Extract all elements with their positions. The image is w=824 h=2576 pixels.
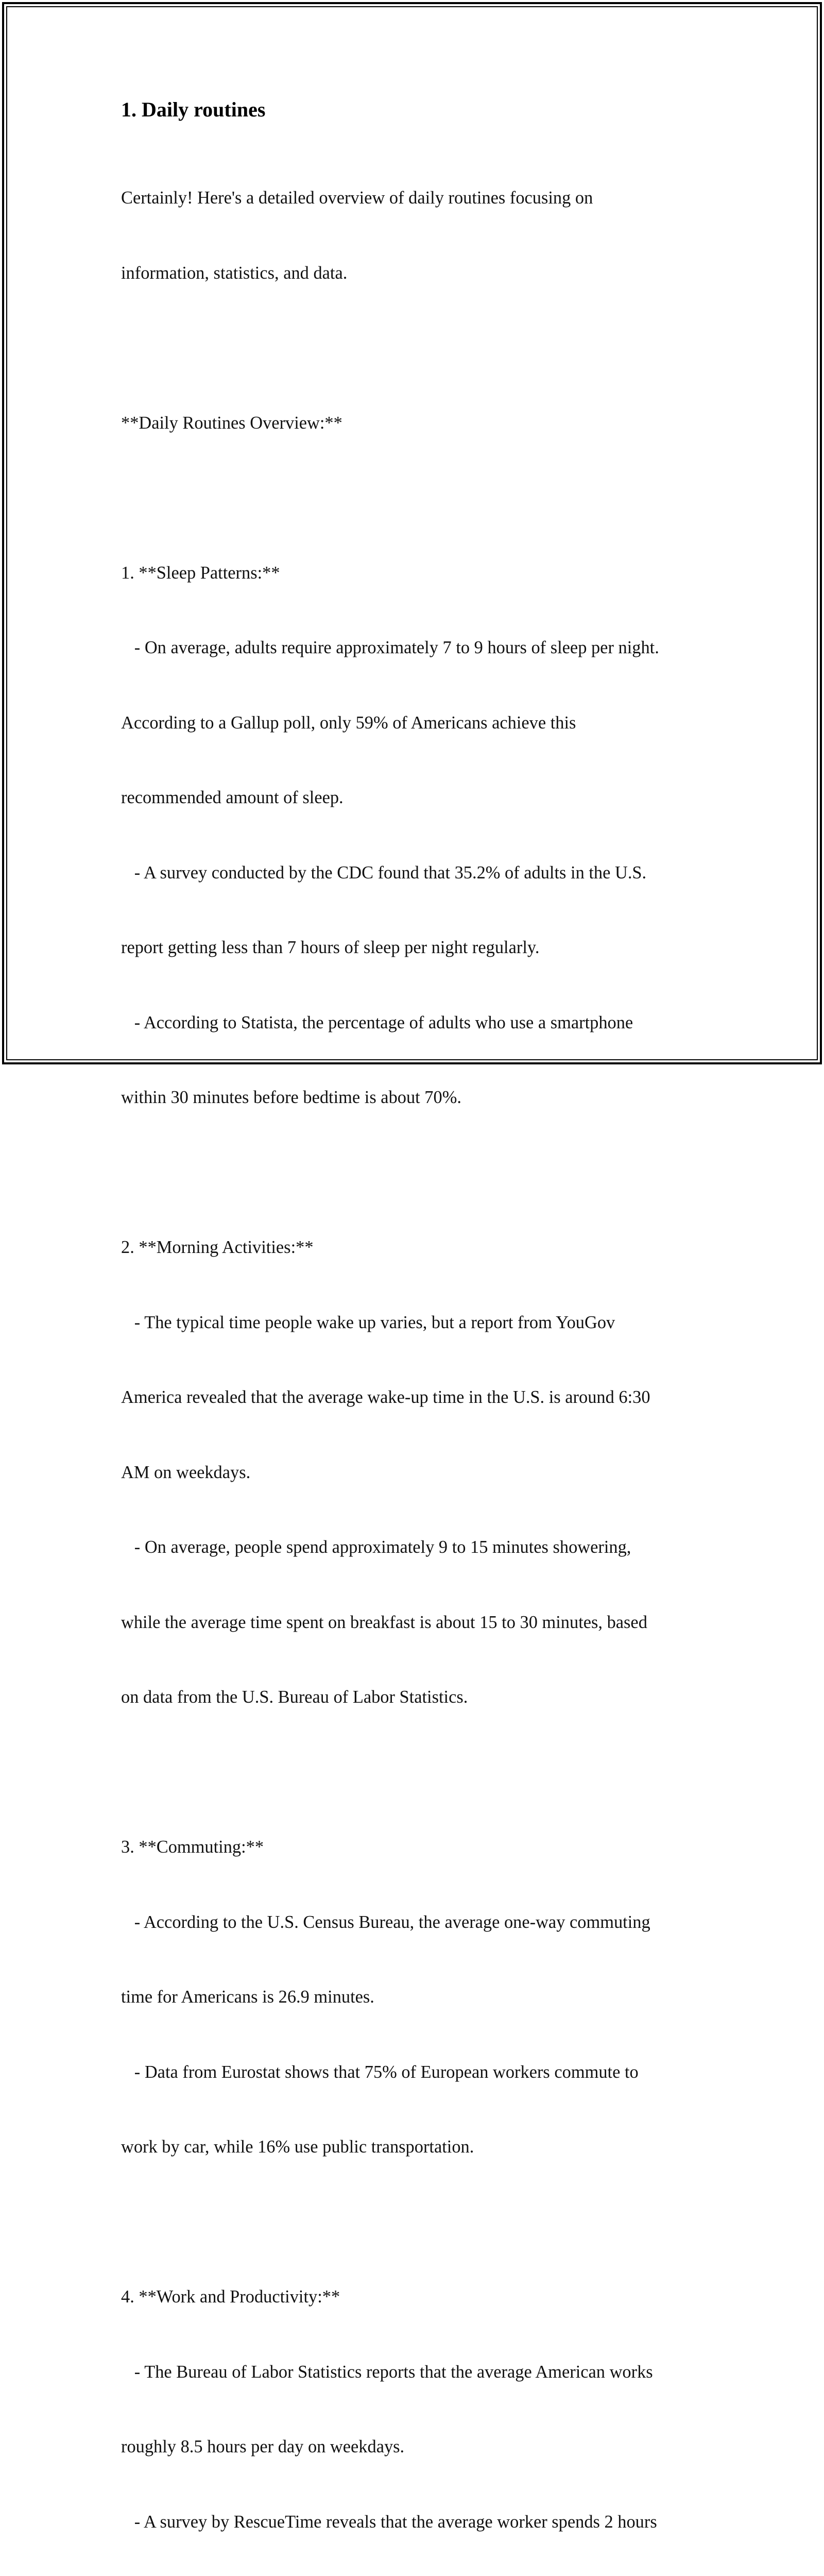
text-line: recommended amount of sleep. (121, 788, 344, 807)
text-line (121, 485, 708, 511)
text-line: time for Americans is 26.9 minutes. (121, 1987, 374, 2007)
text-line: - On average, adults require approximately 7 to 9 hours of sleep per night. (121, 638, 659, 657)
text-line: AM on weekdays. (121, 1462, 251, 1482)
text-line: 4. **Work and Productivity:** (121, 2287, 340, 2307)
text-line (121, 2210, 708, 2235)
text-line: while the average time spent on breakfast is about 15 to 30 minutes, based (121, 1612, 647, 1632)
text-line: roughly 8.5 hours per day on weekdays. (121, 2437, 405, 2456)
text-line: America revealed that the average wake-up time in the U.S. is around 6:30 (121, 1387, 650, 1407)
text-line: **Daily Routines Overview:** (121, 413, 342, 433)
text-line: work by car, while 16% use public transportation. (121, 2137, 474, 2157)
text-line: - A survey by RescueTime reveals that the average worker spends 2 hours (121, 2512, 657, 2532)
text-line: - The Bureau of Labor Statistics reports that the average American works (121, 2362, 653, 2382)
text-line: 2. **Morning Activities:** (121, 1238, 314, 1257)
text-line (121, 1160, 708, 1185)
text-line (121, 335, 708, 361)
text-line: within 30 minutes before bedtime is about 70%. (121, 1088, 461, 1107)
text-line: According to a Gallup poll, only 59% of Americans achieve this (121, 713, 576, 733)
text-line: - According to Statista, the percentage of adults who use a smartphone (121, 1012, 633, 1032)
text-line: - According to the U.S. Census Bureau, the average one-way commuting (121, 1912, 650, 1932)
text-line: 1. **Sleep Patterns:** (121, 563, 280, 583)
text-line (121, 1760, 708, 1785)
text-line: information, statistics, and data. (121, 263, 348, 283)
document-content (121, 97, 708, 2576)
document-body (121, 135, 708, 2576)
text-line: - A survey conducted by the CDC found that 35.2% of adults in the U.S. (121, 862, 647, 883)
text-line: - The typical time people wake up varies, but a report from YouGov (121, 1312, 615, 1332)
text-line: report getting less than 7 hours of sleep per night regularly. (121, 938, 540, 957)
text-line: - Data from Eurostat shows that 75% of European workers commute to (121, 2062, 639, 2082)
text-line: Certainly! Here's a detailed overview of daily routines focusing on (121, 188, 593, 208)
text-line: on data from the U.S. Bureau of Labor Statistics. (121, 1687, 468, 1707)
text-line: 3. **Commuting:** (121, 1837, 264, 1857)
page-title: 1. Daily routines (121, 98, 266, 121)
text-line: - On average, people spend approximately 9 to 15 minutes showering, (121, 1537, 631, 1557)
